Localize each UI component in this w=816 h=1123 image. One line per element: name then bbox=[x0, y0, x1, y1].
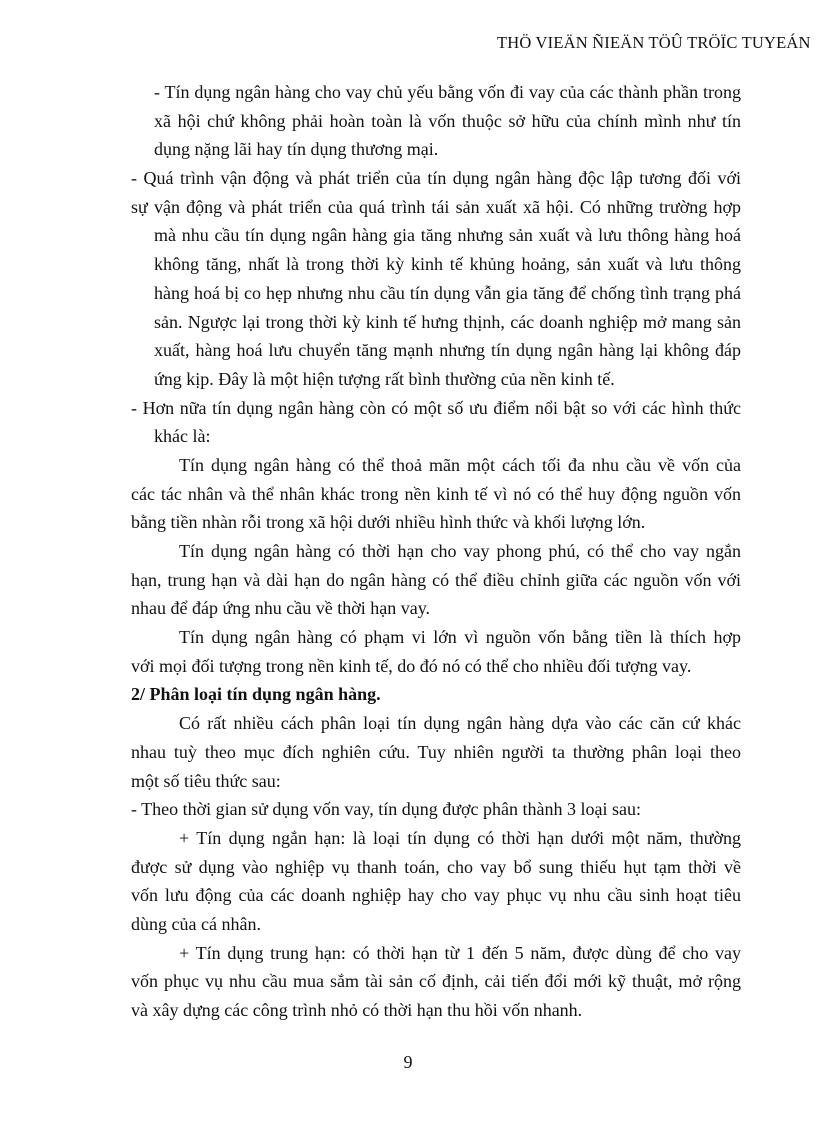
text-line: - Quá trình vận động và phát triển của tín dụng ngân hàng độc lập tương đối với bbox=[131, 168, 741, 189]
text-line: sự vận động và phát triển của quá trình tái sản xuất xã hội. Có những trường hợp bbox=[131, 196, 741, 217]
text-line: Tín dụng ngân hàng có thời hạn cho vay phong phú, có thể cho vay ngắn bbox=[179, 541, 741, 561]
text-line: được sử dụng vào nghiệp vụ thanh toán, cho vay bổ sung thiếu hụt tạm thời về bbox=[131, 856, 741, 877]
text-line: dụng nặng lãi hay tín dụng thương mại. bbox=[154, 139, 439, 160]
text-line: - Tín dụng ngân hàng cho vay chủ yếu bằng vốn đi vay của các thành phần trong bbox=[154, 82, 741, 102]
text-line: - Hơn nữa tín dụng ngân hàng còn có một số ưu điểm nổi bật so với các hình thức bbox=[131, 397, 741, 418]
page-number: 9 bbox=[403, 1052, 413, 1072]
text-line: hàng hoá bị co hẹp nhưng nhu cầu tín dụng vẫn gia tăng để chống tình trạng phá bbox=[154, 282, 741, 303]
text-line: vốn phục vụ nhu cầu mua sắm tài sản cố định, cải tiến đổi mới kỹ thuật, mở rộng bbox=[131, 971, 741, 992]
text-line: sản. Ngược lại trong thời kỳ kinh tế hưng thịnh, các doanh nghiệp mở mang sản bbox=[154, 311, 741, 332]
text-line: - Theo thời gian sử dụng vốn vay, tín dụng được phân thành 3 loại sau: bbox=[131, 799, 641, 820]
text-line: Tín dụng ngân hàng có thể thoả mãn một cách tối đa nhu cầu về vốn của bbox=[179, 454, 741, 475]
text-line: Có rất nhiều cách phân loại tín dụng ngân hàng dựa vào các căn cứ khác bbox=[179, 713, 741, 734]
text-line: khác là: bbox=[154, 426, 211, 447]
text-line: không tăng, nhất là trong thời kỳ kinh tế khủng hoảng, sản xuất và lưu thông bbox=[154, 254, 741, 275]
text-line: các tác nhân và thể nhân khác trong nền kinh tế vì nó có thể huy động nguồn vốn bbox=[131, 483, 741, 504]
text-line: với mọi đối tượng trong nền kinh tế, do đó nó có thể cho nhiều đối tượng vay. bbox=[131, 655, 692, 676]
text-line: nhau để đáp ứng nhu cầu về thời hạn vay. bbox=[131, 598, 431, 619]
page-header bbox=[0, 33, 816, 59]
text-line: Tín dụng ngân hàng có phạm vi lớn vì nguồn vốn bằng tiền là thích hợp bbox=[179, 627, 741, 648]
text-line: + Tín dụng ngắn hạn: là loại tín dụng có thời hạn dưới một năm, thường bbox=[179, 827, 741, 848]
text-line: mà nhu cầu tín dụng ngân hàng gia tăng nhưng sản xuất và lưu thông hàng hoá bbox=[154, 225, 741, 246]
section-heading: 2/ Phân loại tín dụng ngân hàng. bbox=[131, 684, 381, 705]
text-line: bằng tiền nhàn rỗi trong xã hội dưới nhiều hình thức và khối lượng lớn. bbox=[131, 512, 646, 533]
text-line: dùng của cá nhân. bbox=[131, 913, 261, 934]
text-line: + Tín dụng trung hạn: có thời hạn từ 1 đến 5 năm, được dùng để cho vay bbox=[179, 942, 741, 963]
text-line: một số tiêu thức sau: bbox=[131, 770, 281, 791]
text-line: nhau tuỳ theo mục đích nghiên cứu. Tuy nhiên người ta thường phân loại theo bbox=[131, 741, 741, 762]
document-body bbox=[131, 78, 741, 1025]
text-line: xuất, hàng hoá lưu chuyển tăng mạnh nhưng tín dụng ngân hàng lại không đáp bbox=[154, 340, 741, 361]
text-line: hạn, trung hạn và dài hạn do ngân hàng có thể điều chỉnh giữa các nguồn vốn với bbox=[131, 569, 741, 590]
text-line: xã hội chứ không phải hoàn toàn là vốn thuộc sở hữu của chính mình như tín bbox=[154, 110, 741, 131]
text-line: vốn lưu động của các doanh nghiệp hay cho vay phục vụ nhu cầu sinh hoạt tiêu bbox=[131, 885, 741, 906]
header-title: THÖ VIEÄN ÑIEÄN TÖÛ TRÖÏC TUYEÁN bbox=[497, 33, 811, 52]
text-line: và xây dựng các công trình nhỏ có thời hạn thu hồi vốn nhanh. bbox=[131, 1000, 583, 1020]
text-line: ứng kịp. Đây là một hiện tượng rất bình thường của nền kinh tế. bbox=[154, 368, 615, 389]
